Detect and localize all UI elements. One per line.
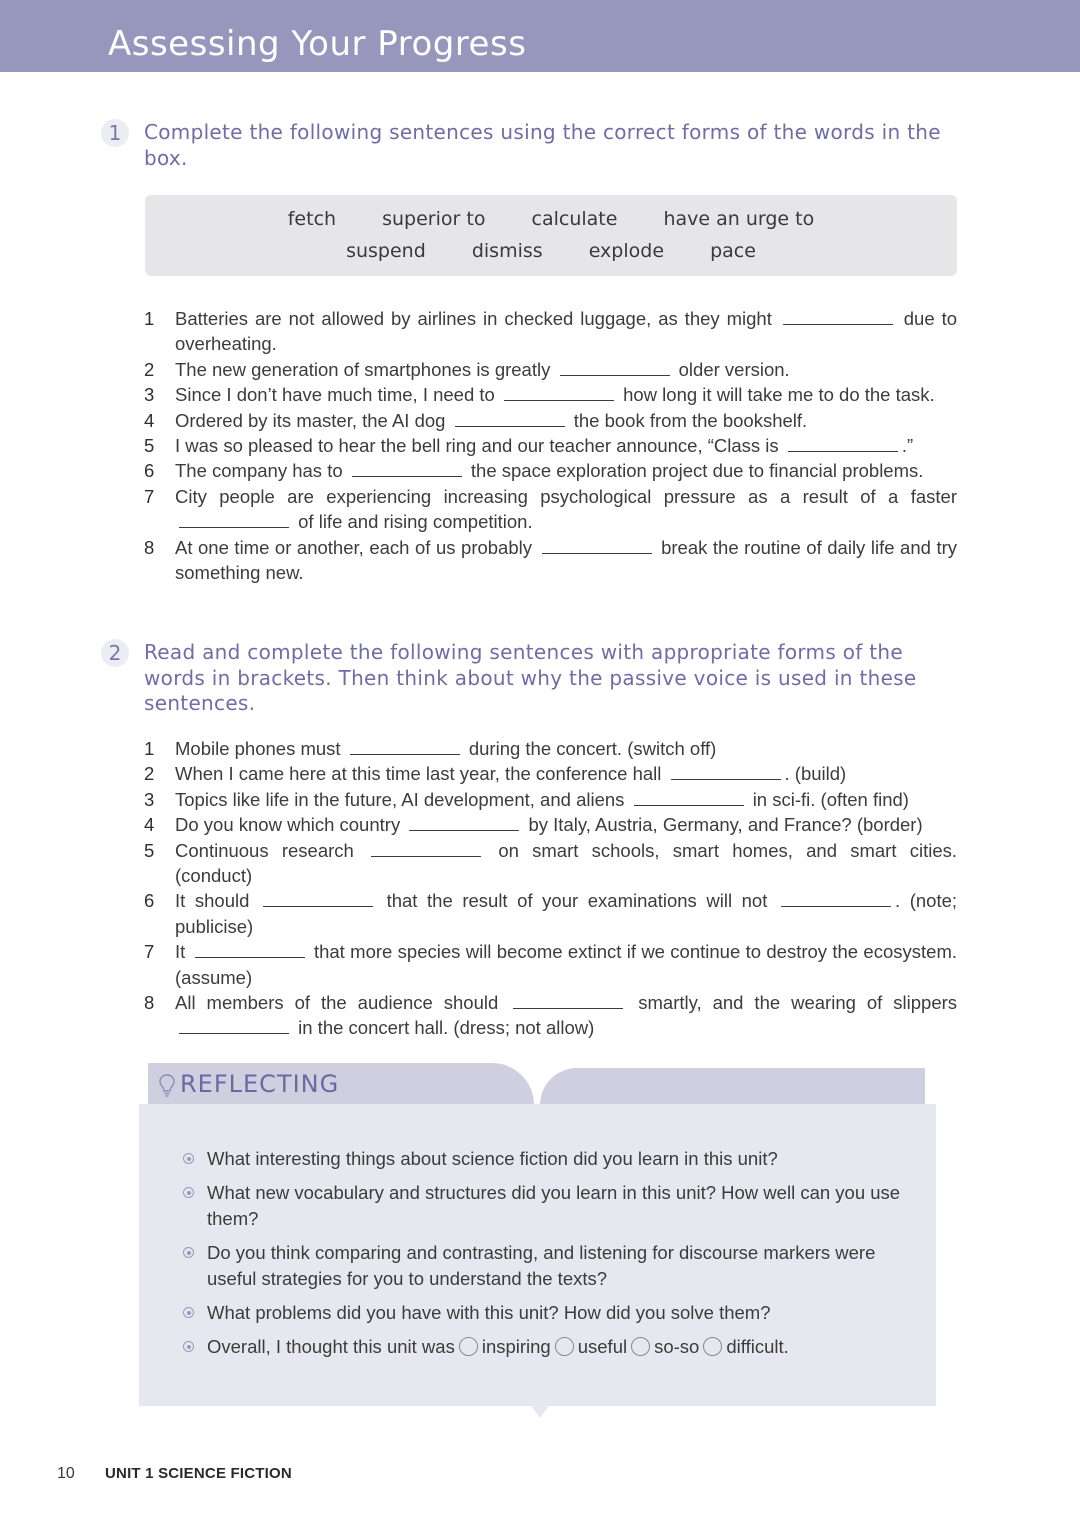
task-2-instruction: Read and complete the following sentences with appropriate forms of the words in brackets. Then think about why the passive voice is used in these sentences. xyxy=(144,640,917,716)
bullet-icon xyxy=(183,1247,194,1258)
bullet-icon xyxy=(183,1341,194,1352)
list-item: 5 I was so pleased to hear the bell ring and our teacher announce, “Class is .” xyxy=(144,435,914,457)
list-item: 4 Do you know which country by Italy, Austria, Germany, and France? (border) xyxy=(144,814,923,836)
word-suspend: suspend xyxy=(346,240,426,262)
reflecting-question: What interesting things about science fiction did you learn in this unit? xyxy=(182,1146,922,1171)
answer-blank[interactable] xyxy=(263,889,373,907)
answer-blank[interactable] xyxy=(788,434,898,452)
reflecting-question: Do you think comparing and contrasting, and listening for discourse markers were useful strategies for you to understand the texts? xyxy=(182,1240,922,1291)
bullet-icon xyxy=(183,1187,194,1198)
word-superior-to: superior to xyxy=(382,208,486,230)
word-have-an-urge-to: have an urge to xyxy=(663,208,815,230)
word-pace: pace xyxy=(710,240,756,262)
answer-blank[interactable] xyxy=(781,889,891,907)
option-inspiring: inspiring xyxy=(481,1336,551,1358)
list-item: 4 Ordered by its master, the AI dog the book from the bookshelf. xyxy=(144,409,808,431)
reflecting-overall: Overall, I thought this unit was inspiring useful so-so difficult. xyxy=(182,1334,922,1359)
answer-blank[interactable] xyxy=(409,813,519,831)
list-item: 3 Topics like life in the future, AI development, and aliens in sci-fi. (often find) xyxy=(144,788,909,810)
task-1-number: 1 xyxy=(101,119,129,147)
option-so-so: so-so xyxy=(654,1336,700,1358)
list-item: 1 Batteries are not allowed by airlines in checked luggage, as they might due to overheating. xyxy=(144,308,957,355)
answer-blank[interactable] xyxy=(350,737,460,755)
answer-blank[interactable] xyxy=(352,459,462,477)
answer-blank[interactable] xyxy=(455,409,565,427)
answer-blank[interactable] xyxy=(783,307,893,325)
option-circle-icon[interactable] xyxy=(555,1337,574,1356)
list-item: 7 It that more species will become extinct if we continue to destroy the ecosystem. (assume) xyxy=(144,941,957,988)
lightbulb-icon xyxy=(159,1074,175,1098)
option-circle-icon[interactable] xyxy=(631,1337,650,1356)
word-fetch: fetch xyxy=(287,208,337,230)
answer-blank[interactable] xyxy=(504,383,614,401)
option-useful: useful xyxy=(577,1336,628,1358)
list-item: 1 Mobile phones must during the concert. (switch off) xyxy=(144,738,717,759)
word-dismiss: dismiss xyxy=(471,240,543,262)
reflecting-question: What new vocabulary and structures did you learn in this unit? How well can you use them? xyxy=(182,1180,922,1231)
answer-blank[interactable] xyxy=(671,762,781,780)
reflecting-title: REFLECTING xyxy=(180,1070,340,1098)
list-item: 5 Continuous research on smart schools, smart homes, and smart cities. (conduct) xyxy=(144,839,958,887)
word-box-row-1 xyxy=(145,208,957,230)
answer-blank[interactable] xyxy=(634,788,744,806)
unit-label: UNIT 1 SCIENCE FICTION xyxy=(105,1465,292,1482)
list-item: 8 All members of the audience should smartly, and the wearing of slippers in the concert hall. (dress; not allow) xyxy=(144,992,958,1039)
word-explode: explode xyxy=(588,240,665,262)
task-2-items xyxy=(144,736,957,1041)
reflecting-notch xyxy=(530,1404,550,1418)
list-item: 7 City people are experiencing increasing psychological pressure as a result of a faster of life and rising competition. xyxy=(144,485,957,533)
list-item: 8 At one time or another, each of us probably break the routine of daily life and try something new. xyxy=(144,536,957,584)
answer-blank[interactable] xyxy=(542,536,652,554)
word-calculate: calculate xyxy=(531,208,618,230)
answer-blank[interactable] xyxy=(179,510,289,528)
answer-blank[interactable] xyxy=(195,940,305,958)
word-box-row-2 xyxy=(145,240,957,262)
option-difficult: difficult. xyxy=(726,1336,789,1358)
list-item: 2 When I came here at this time last year, the conference hall . (build) xyxy=(144,763,847,785)
reflecting-questions xyxy=(182,1146,922,1369)
option-circle-icon[interactable] xyxy=(703,1337,722,1356)
word-box xyxy=(145,195,957,276)
task-1-instruction: Complete the following sentences using the correct forms of the words in the box. xyxy=(144,120,941,170)
task-1-items xyxy=(144,306,957,585)
task-2-number: 2 xyxy=(101,639,129,667)
bullet-icon xyxy=(183,1153,194,1164)
answer-blank[interactable] xyxy=(371,839,481,857)
page-title: Assessing Your Progress xyxy=(108,24,527,64)
bullet-icon xyxy=(183,1307,194,1318)
list-item: 6 The company has to the space exploration project due to financial problems. xyxy=(144,460,924,482)
list-item: 3 Since I don’t have much time, I need to how long it will take me to do the task. xyxy=(144,384,935,406)
answer-blank[interactable] xyxy=(513,991,623,1009)
reflecting-question: What problems did you have with this unit? How did you solve them? xyxy=(182,1300,922,1325)
reflecting-tab-right xyxy=(540,1068,925,1105)
answer-blank[interactable] xyxy=(560,358,670,376)
option-circle-icon[interactable] xyxy=(459,1337,478,1356)
list-item: 2 The new generation of smartphones is greatly older version. xyxy=(144,358,790,380)
page-number: 10 xyxy=(57,1465,75,1482)
list-item: 6 It should that the result of your examinations will not . (note; publicise) xyxy=(144,890,958,937)
answer-blank[interactable] xyxy=(179,1016,289,1034)
